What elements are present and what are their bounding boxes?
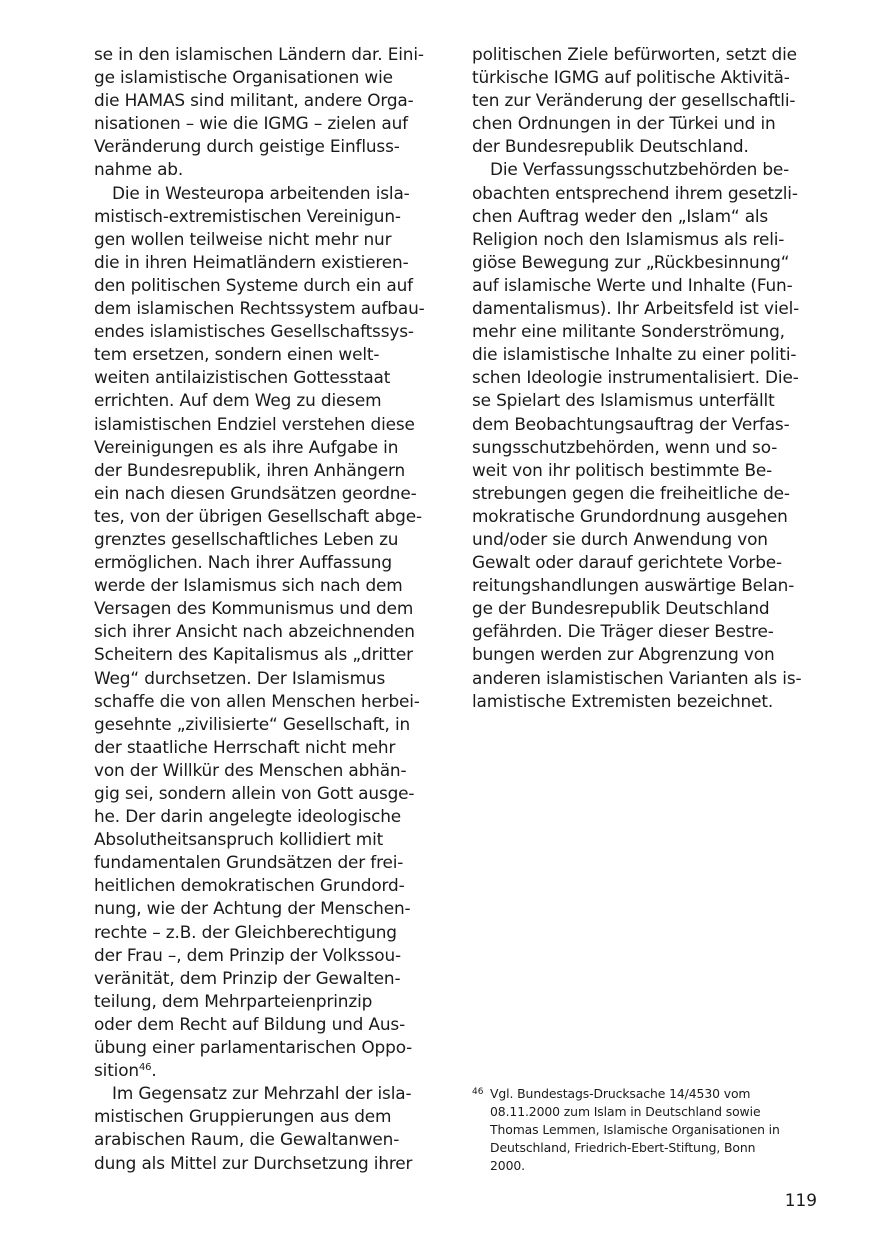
text-line: lamistische Extremisten bezeichnet.: [472, 690, 774, 711]
text-line: mehr eine militante Sonderströmung,: [472, 321, 785, 342]
text-line: Absolutheitsanspruch kollidiert mit: [94, 829, 384, 850]
text-line-content: sition: [94, 1060, 139, 1081]
text-line: gefährden. Die Träger dieser Bestre-: [472, 621, 774, 642]
text-line: endes islamistisches Gesellschaftssys-: [94, 321, 414, 342]
text-line: anderen islamistischen Varianten als is-: [472, 667, 802, 688]
text-line: sungsschutzbehörden, wenn und so-: [472, 436, 778, 457]
text-line: gen wollen teilweise nicht mehr nur: [94, 228, 392, 249]
text-line: schaffe die von allen Menschen herbei-: [94, 690, 420, 711]
text-line: Gewalt oder darauf gerichtete Vorbe-: [472, 552, 782, 573]
text-line: damentalismus). Ihr Arbeitsfeld ist viel-: [472, 298, 800, 319]
text-line: politischen Ziele befürworten, setzt die: [472, 44, 797, 64]
text-line: arabischen Raum, die Gewaltanwen-: [94, 1129, 400, 1150]
text-line: rechte – z.B. der Gleichberechtigung: [94, 921, 397, 942]
text-line: islamistischen Endziel verstehen diese: [94, 413, 415, 434]
text-line: veränität, dem Prinzip der Gewalten-: [94, 967, 401, 988]
text-line: he. Der darin angelegte ideologische: [94, 806, 402, 827]
text-line: Veränderung durch geistige Einfluss-: [94, 136, 400, 157]
footnote-line: Vgl. Bundestags-Drucksache 14/4530 vom: [490, 1086, 751, 1101]
right-text-column: [472, 43, 817, 713]
text-line: die islamistische Inhalte zu einer politi-: [472, 344, 797, 365]
text-line: heitlichen demokratischen Grundord-: [94, 875, 405, 896]
text-line: mistisch-extremistischen Vereinigun-: [94, 205, 401, 226]
text-line: [94, 1059, 436, 1082]
text-line: obachten entsprechend ihrem gesetzli-: [472, 182, 798, 203]
text-line: reitungshandlungen auswärtige Belan-: [472, 575, 795, 596]
text-line: Versagen des Kommunismus und dem: [94, 598, 414, 619]
text-line: schen Ideologie instrumentalisiert. Die-: [472, 367, 799, 388]
text-line: grenztes gesellschaftliches Leben zu: [94, 528, 399, 549]
text-line: bungen werden zur Abgrenzung von: [472, 644, 775, 665]
text-line: die in ihren Heimatländern existieren-: [94, 251, 409, 272]
text-line: ge islamistische Organisationen wie: [94, 67, 393, 88]
text-line: dem islamischen Rechtssystem aufbau-: [94, 298, 425, 319]
text-line: chen Auftrag weder den „Islam“ als: [472, 205, 769, 226]
text-line: nahme ab.: [94, 159, 184, 180]
text-line: der staatliche Herrschaft nicht mehr: [94, 736, 396, 757]
page-number: 119: [784, 1190, 817, 1210]
text-line: Vereinigungen es als ihre Aufgabe in: [94, 436, 399, 457]
footnote-marker: 46: [472, 1087, 484, 1097]
text-line: die HAMAS sind militant, andere Orga-: [94, 90, 414, 111]
footnote-line: 2000.: [490, 1158, 525, 1173]
text-line: auf islamische Werte und Inhalte (Fun-: [472, 274, 793, 295]
text-line: dem Beobachtungsauftrag der Verfas-: [472, 413, 790, 434]
text-line: Im Gegensatz zur Mehrzahl der isla-: [112, 1083, 412, 1104]
text-line: ermöglichen. Nach ihrer Auffassung: [94, 552, 392, 573]
text-line: Die in Westeuropa arbeitenden isla-: [112, 182, 410, 203]
text-line: übung einer parlamentarischen Oppo-: [94, 1037, 413, 1058]
text-line: gig sei, sondern allein von Gott ausge-: [94, 783, 415, 803]
text-line: nung, wie der Achtung der Menschen-: [94, 898, 411, 919]
text-line: chen Ordnungen in der Türkei und in: [472, 113, 776, 134]
text-line: von der Willkür des Menschen abhän-: [94, 759, 407, 780]
text-line: den politischen Systeme durch ein auf: [94, 274, 413, 295]
text-line: teilung, dem Mehrparteienprinzip: [94, 990, 373, 1011]
text-line: strebungen gegen die freiheitliche de-: [472, 482, 790, 503]
text-line: nisationen – wie die IGMG – zielen auf: [94, 113, 408, 134]
text-line: und/oder sie durch Anwendung von: [472, 528, 768, 549]
text-line: dung als Mittel zur Durchsetzung ihrer: [94, 1152, 413, 1173]
text-line: Religion noch den Islamismus als reli-: [472, 228, 785, 249]
text-line: Scheitern des Kapitalismus als „dritter: [94, 644, 413, 665]
text-line: mokratische Grundordnung ausgehen: [472, 505, 788, 526]
text-line: se Spielart des Islamismus unterfällt: [472, 390, 775, 411]
text-line: der Bundesrepublik Deutschland.: [472, 136, 749, 157]
footnote-line: Deutschland, Friedrich-Ebert-Stiftung, Bonn: [490, 1140, 756, 1155]
text-line-punctuation: .: [151, 1060, 157, 1081]
footnote-body: [490, 1085, 820, 1175]
text-line: tes, von der übrigen Gesellschaft abge-: [94, 505, 422, 526]
text-line: der Frau –, dem Prinzip der Volkssou-: [94, 944, 401, 965]
text-line: der Bundesrepublik, ihren Anhängern: [94, 459, 406, 480]
text-line: Die Verfassungsschutzbehörden be-: [490, 159, 790, 180]
text-line: tem ersetzen, sondern einen welt-: [94, 344, 380, 365]
text-line: weiten antilaizistischen Gottesstaat: [94, 367, 391, 388]
left-text-column: [94, 43, 436, 1175]
text-line: ten zur Veränderung der gesellschaftli-: [472, 90, 796, 111]
text-line: errichten. Auf dem Weg zu diesem: [94, 390, 382, 411]
text-line: oder dem Recht auf Bildung und Aus-: [94, 1013, 406, 1034]
text-line: giöse Bewegung zur „Rückbesinnung“: [472, 251, 790, 272]
text-line: weit von ihr politisch bestimmte Be-: [472, 459, 773, 480]
text-line: mistischen Gruppierungen aus dem: [94, 1106, 392, 1127]
text-line: sich ihrer Ansicht nach abzeichnenden: [94, 621, 415, 642]
footnote-line: 08.11.2000 zum Islam in Deutschland sowie: [490, 1104, 761, 1119]
text-line: gesehnte „zivilisierte“ Gesellschaft, in: [94, 713, 411, 734]
footnote-line: Thomas Lemmen, Islamische Organisationen in: [490, 1122, 780, 1137]
text-line: se in den islamischen Ländern dar. Eini-: [94, 44, 424, 64]
text-line: ge der Bundesrepublik Deutschland: [472, 598, 770, 619]
text-line: türkische IGMG auf politische Aktivitä-: [472, 67, 790, 88]
text-line: fundamentalen Grundsätzen der frei-: [94, 852, 404, 873]
text-line: Weg“ durchsetzen. Der Islamismus: [94, 667, 386, 688]
text-line: werde der Islamismus sich nach dem: [94, 575, 403, 596]
text-line: ein nach diesen Grundsätzen geordne-: [94, 482, 417, 503]
footnote-reference: 46: [138, 1062, 152, 1074]
